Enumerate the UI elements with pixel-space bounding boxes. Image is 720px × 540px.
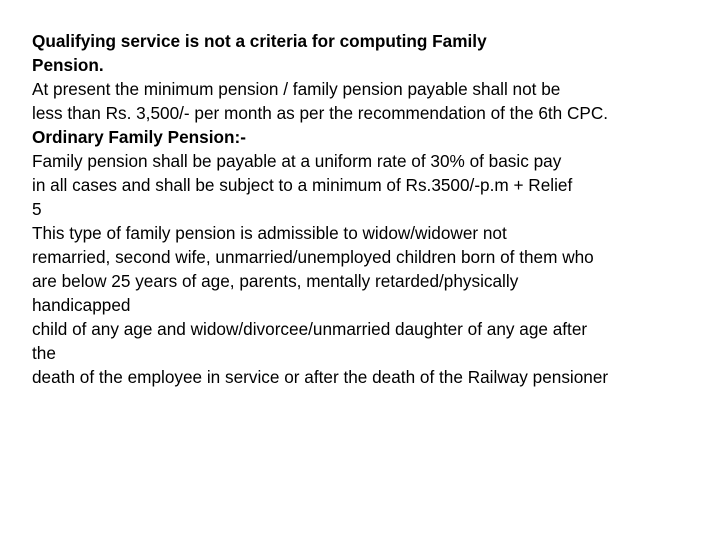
heading-ordinary-family-pension: Ordinary Family Pension:- xyxy=(32,127,246,147)
paragraph-line: less than Rs. 3,500/- per month as per the recommendation of the 6th CPC. xyxy=(32,103,609,123)
document-body xyxy=(32,29,716,389)
paragraph-line: in all cases and shall be subject to a minimum of Rs.3500/-p.m + Relief xyxy=(32,175,573,195)
paragraph-line: death of the employee in service or after the death of the Railway pensioner xyxy=(32,367,609,387)
paragraph-line: are below 25 years of age, parents, mentally retarded/physically xyxy=(32,271,519,291)
paragraph-line: child of any age and widow/divorcee/unmarried daughter of any age after xyxy=(32,319,588,339)
paragraph-line: At present the minimum pension / family pension payable shall not be xyxy=(32,79,561,99)
heading-qualifying-service-line-1: Qualifying service is not a criteria for computing Family xyxy=(32,31,487,51)
heading-qualifying-service-line-2: Pension. xyxy=(32,55,104,75)
paragraph-line: the xyxy=(32,343,56,363)
paragraph-line: handicapped xyxy=(32,295,131,315)
paragraph-line: remarried, second wife, unmarried/unemployed children born of them who xyxy=(32,247,594,267)
paragraph-line: This type of family pension is admissible to widow/widower not xyxy=(32,223,507,243)
paragraph-line: 5 xyxy=(32,199,42,219)
paragraph-line: Family pension shall be payable at a uniform rate of 30% of basic pay xyxy=(32,151,562,171)
